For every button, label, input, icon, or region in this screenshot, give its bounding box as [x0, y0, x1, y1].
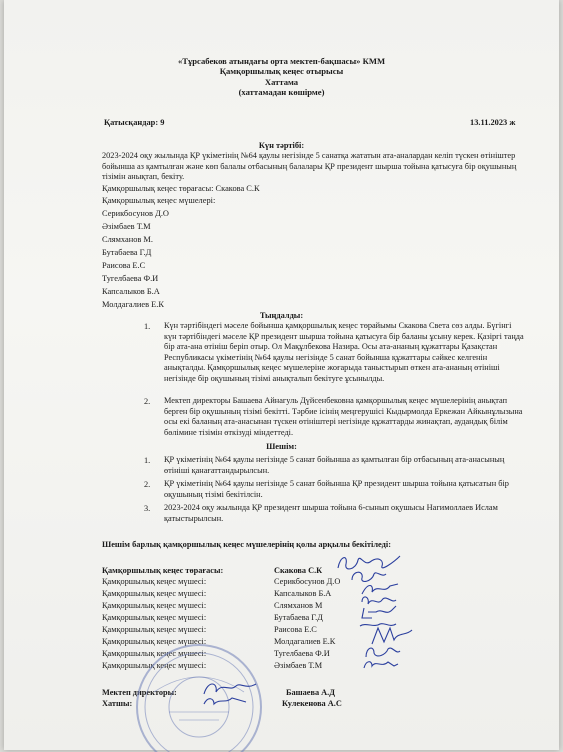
signature-role: Қамқоршылық кеңес мүшесі: [102, 577, 207, 586]
member-item: Капсалыков Б.А [102, 287, 160, 296]
signature-role: Қамқоршылық кеңес төрағасы: [102, 566, 224, 575]
member-item: Серикбосунов Д.О [102, 209, 169, 218]
decision-item-number: 2. [144, 480, 151, 489]
signature-name: Тугелбаева Ф.И [274, 649, 330, 658]
school-name: «Тұрсабеков атындағы орта мектеп-бақшасы» КММ [177, 56, 386, 66]
signature-role: Қамқоршылық кеңес мүшесі: [102, 649, 207, 658]
council-members-title: Қамқоршылық кеңес мүшелері: [102, 196, 216, 205]
signature-role: Қамқоршылық кеңес мүшесі: [102, 589, 207, 598]
signature-name: Әзімбаев Т.М [274, 661, 323, 670]
member-item: Молдагалиев Е.К [102, 300, 164, 309]
signature-name: Слямханов М [274, 601, 323, 610]
signature-role: Қамқоршылық кеңес мүшесі: [102, 625, 207, 634]
protocol-title: Хаттама [264, 76, 299, 87]
participants-count: Қатысқандар: 9 [104, 118, 165, 127]
signature-scribble [360, 656, 400, 672]
heard-item-text: Мектеп директоры Башаева Айнагуль Дүйсенбековна қамқоршылық кеңес мүшелерінің анықтап берген бір оқушының тізімі бекітті. Тәрбие ісінің меңгерушісі Кыдырмолда Еркежан Айкынұлызына осы екі баланың ата-анасынан түскен өтініштері негізінде құжаттарды жинақтап, аудандық білім бөлімине тізімін өткізуді міндеттеді. [164, 396, 523, 437]
secretary-role: Хатшы: [102, 699, 133, 708]
signature-role: Қамқоршылық кеңес мүшесі: [102, 637, 207, 646]
signature-name: Раисова Е.С [274, 625, 317, 634]
signature-name: Бутабаева Г.Д [274, 613, 323, 622]
signature-name: Серикбосунов Д.О [274, 577, 341, 586]
signature-role: Қамқоршылық кеңес мүшесі: [102, 613, 207, 622]
signature-scribble [200, 692, 250, 710]
heard-item-number: 2. [144, 397, 151, 406]
decision-item-number: 1. [144, 456, 151, 465]
protocol-subtitle: (хаттамадан көшірме) [238, 87, 325, 98]
decision-item-number: 3. [144, 504, 151, 513]
member-item: Әзімбаев Т.М [102, 222, 151, 231]
signature-role: Қамқоршылық кеңес мүшесі: [102, 661, 207, 670]
document-header [4, 56, 559, 98]
signature-row [102, 566, 223, 575]
agenda-title: Күн тәртібі: [258, 141, 305, 150]
decision-item-text: ҚР үкіметінің №64 қаулы негізінде 5 санат бойынша аз қамтылған бір отбасының ата-анасының өтініші қанағаттандырылсын. [164, 455, 505, 475]
member-item: Бутабаева Г.Д [102, 248, 152, 257]
decision-title: Шешім: [266, 442, 297, 451]
signature-name: Молдагалиев Е.К [274, 637, 336, 646]
meeting-title: Қамқоршылық кеңес отырысы [219, 66, 344, 77]
member-item: Раисова Е.С [102, 261, 146, 270]
document-page [4, 0, 559, 750]
director-role: Мектеп директоры: [102, 688, 177, 697]
decision-item-text: 2023-2024 оқу жылында ҚР президент шырша тойына 6-сынып оқушысы Нагимоллаев Ислам қатыстырылсын. [164, 503, 498, 523]
director-name: Башаева А.Д [286, 688, 335, 697]
signature-name: Скакова С.К [274, 566, 323, 575]
heard-title: Тыңдалды: [259, 311, 304, 320]
member-item: Тугелбаева Ф.И [102, 274, 159, 283]
member-item: Слямханов М. [102, 235, 153, 244]
heard-item-text: Күн тәртібіндегі мәселе бойынша қамқоршылық кеңес төрайымы Скакова Света сөз алды. Бүгінгі күн тәртібіндегі мәселе ҚР президент шырша тойына қатысуға бір баланы ұсыну керек. Қазіргі таңда бір ата-ана өтініш беріп отыр. Ол Мақұлбекова Назира. Осы ата-ананың құжаттары Қазақстан Республикасы үкіметінің №64 қаулы негізінде 5 санат бойынша құжаттары сәйкес келгенін анықталды. Қамқоршылық кеңес мүшелеріне жоғарыда таныстырып өткен ата-ананың өтініші негізінде бір оқушының тізімі анықталып бекітуге ұсынылды. [164, 321, 524, 383]
document-date: 13.11.2023 ж [470, 118, 516, 127]
signature-role: Қамқоршылық кеңес мүшесі: [102, 601, 207, 610]
decision-item-text: ҚР үкіметінің №64 қаулы негізінде 5 санат бойынша ҚР президент шырша тойына қатысатын бір оқушының тізімі бекітілсін. [164, 479, 509, 499]
agenda-text: 2023-2024 оқу жылында ҚР үкіметінің №64 қаулы негізінде 5 санатқа жататын ата-аналардан келіп түскен өтініштер бойынша аз қамтылған және көп балалы отбасының балалары ҚР президент шырша тойына қатысуға бір оқушының тізімін анықтап, бекіту. [102, 151, 517, 182]
council-chair: Қамқоршылық кеңес төрағасы: Скакова С.К [102, 184, 260, 193]
signature-name: Капсалыков Б.А [274, 589, 332, 598]
signatures-title: Шешім барлық қамқоршылық кеңес мүшелерінің қолы арқылы бекітіледі: [102, 540, 392, 549]
heard-item-number: 1. [144, 322, 151, 331]
secretary-name: Кулекенова А.С [282, 699, 342, 708]
